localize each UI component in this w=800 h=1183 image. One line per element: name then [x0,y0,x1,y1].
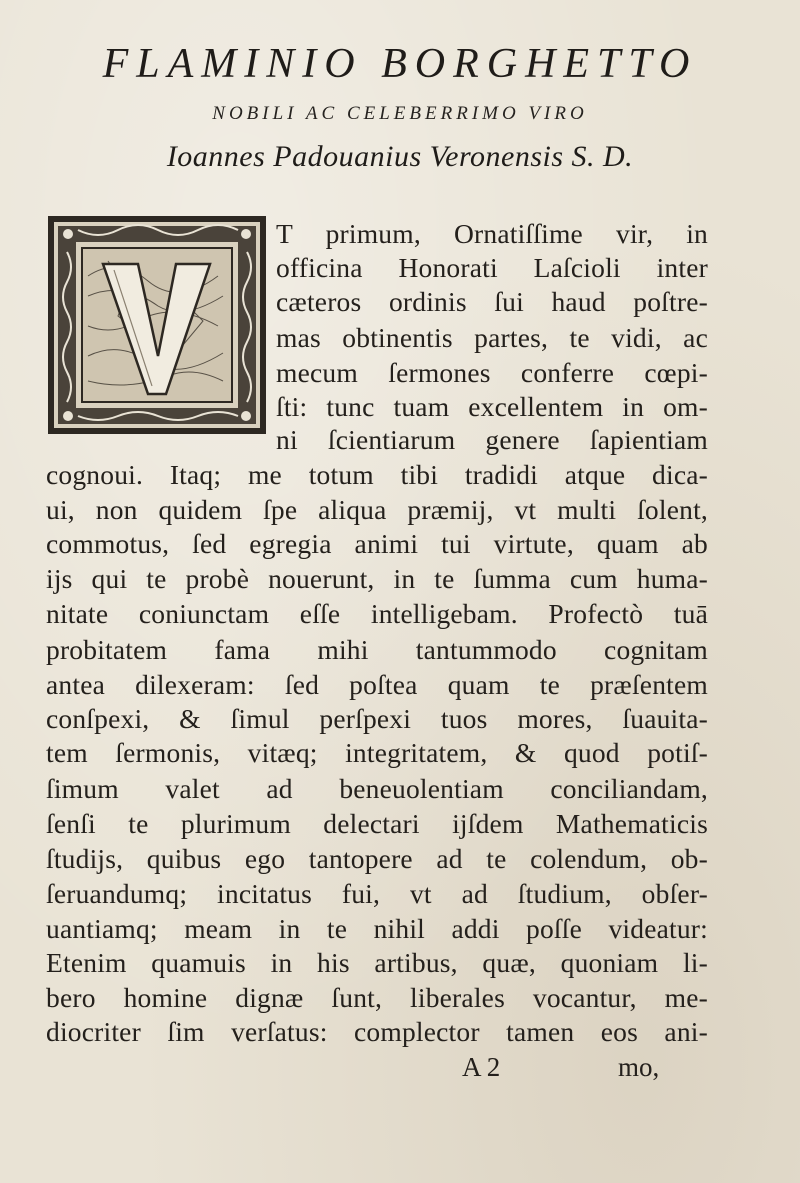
text-line: probitatem fama mihi tantummodo cognitam [46,634,708,665]
text-line: commotus, ſed egregia animi tui virtute, quam ab [46,528,708,559]
text-line: ſeruandumq; incitatus fui, vt ad ſtudium, obſer- [46,878,708,909]
text-line: tem ſermonis, vitæq; integritatem, & quod potiſ- [46,737,708,768]
text-line: conſpexi, & ſimul perſpexi tuos mores, ſuauita- [46,703,708,734]
text-line: mas obtinentis partes, te vidi, ac [276,322,708,353]
text-line: Etenim quamuis in his artibus, quæ, quoniam li- [46,947,708,978]
text-line: ſti: tunc tuam excellentem in om- [276,391,708,422]
text-line: officina Honorati Laſcioli inter [276,252,708,283]
text-line: cæteros ordinis ſui haud poſtre- [276,286,708,317]
text-line: ni ſcientiarum genere ſapientiam [276,424,708,455]
text-line: ijs qui te probè nouerunt, in te ſumma cum huma- [46,563,708,594]
text-line: cognoui. Itaq; me totum tibi tradidi atque dica- [46,459,708,490]
text-line: antea dilexeram: ſed poſtea quam te præſentem [46,669,708,700]
text-line: T primum, Ornatiſſime vir, in [276,218,708,249]
text-line: nitate coniunctam eſſe intelligebam. Profectò tuā [46,598,708,629]
text-line: uantiamq; meam in te nihil addi poſſe videatur: [46,913,708,944]
text-line: ſimum valet ad beneuolentiam conciliandam, [46,773,708,804]
text-line: mecum ſermones conferre cœpi- [276,357,708,388]
text-line: bero homine dignæ ſunt, liberales vocantur, me- [46,982,708,1013]
page-title: FLAMINIO BORGHETTO [102,41,698,87]
decorated-initial-v-icon [48,216,266,434]
catchword: mo, [618,1052,660,1082]
text-line: ſtudijs, quibus ego tantopere ad te colendum, ob- [46,843,708,874]
signature-mark: A 2 [462,1052,501,1082]
text-line: ui, non quidem ſpe aliqua præmij, vt multi ſolent, [46,494,708,525]
dedication-subtitle: NOBILI AC CELEBERRIMO VIRO [212,103,588,124]
salutation-line: Ioannes Padouanius Veronensis S. D. [166,140,634,173]
text-line: ſenſi te plurimum delectari ijſdem Mathematicis [46,808,708,839]
text-line: diocriter ſim verſatus: complector tamen eos ani- [46,1016,708,1047]
